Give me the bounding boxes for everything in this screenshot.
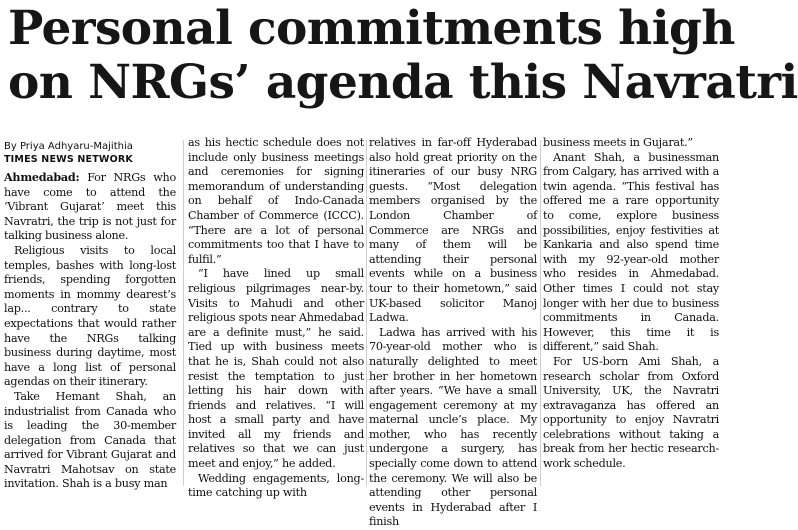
paragraph: Religious visits to local temples, bashes with long-lost friends, spending forgotten moments in mommy dearest’s lap... contrary to state expectations that would rather have the NRGs talking business during daytime, most have a long list of personal agendas on their itinerary.	[4, 243, 176, 389]
article-column-2	[188, 136, 364, 500]
headline-line-1: Personal commitments high	[8, 1, 735, 56]
paragraph: Anant Shah, a businessman from Calgary, has arrived with a twin agenda. “This festival has offered me a rare opportunity to come, explore business possibilities, enjoy festivities at Kankaria and also spend time with my 92-year-old mother who resides in Ahmedabad. Other times I could not stay longer with her due to business commitments in Canada. However, this time it is different,” said Shah.	[543, 150, 719, 354]
headline	[8, 1, 798, 110]
column-divider	[183, 140, 184, 486]
paragraph: For US-born Ami Shah, a research scholar from Oxford University, UK, the Navratri extravaganza has offered an opportunity to enjoy Navratri celebrations without taking a break from her hectic research-work schedule.	[543, 354, 719, 471]
paragraph: Ladwa has arrived with his 70-year-old mother who is naturally delighted to meet her brother in her hometown after years. “We have a small engagement ceremony at my maternal uncle’s place. My mother, who has recently undergone a surgery, has specially come down to attend the ceremony. We will also be attending other personal events in Hyderabad after I finish	[369, 325, 537, 529]
paragraph: business meets in Gujarat.”	[543, 136, 693, 149]
news-organization: TIMES NEWS NETWORK	[4, 154, 133, 165]
article-column-1	[4, 140, 176, 491]
paragraph: relatives in far-off Hyderabad also hold great priority on the itineraries of our busy NRG guests. “Most delegation members organised by the London Chamber of Commerce are NRGs and many of them will be attending their personal events while on a business tour to their hometown,” said UK-based solicitor Manoj Ladwa.	[369, 136, 537, 325]
paragraph: Wedding engagements, long-time catching up with	[188, 471, 364, 500]
paragraph: “I have lined up small religious pilgrimages near-by. Visits to Mahudi and other religious spots near Ahmedabad are a definite must,” he said. Tied up with business meets that he is, Shah could not also resist the temptation to just letting his hair down with friends and relatives. “I will host a small party and have invited all my friends and relatives so that we can just meet and enjoy,” he added.	[188, 267, 364, 471]
column-divider	[540, 140, 541, 486]
article-column-4	[543, 136, 719, 488]
headline-line-2: on NRGs’ agenda this Navratri	[8, 55, 798, 110]
byline: By Priya Adhyaru-Majithia	[4, 141, 133, 152]
paragraph: Take Hemant Shah, an industrialist from Canada who is leading the 30-member delegation from Canada that arrived for Vibrant Gujarat and Navratri Mahotsav on state invitation. Shah is a busy man	[4, 389, 176, 491]
column-divider	[366, 140, 367, 486]
article-column-3	[369, 136, 537, 529]
paragraph: as his hectic schedule does not include only business meetings and ceremonies for signing memorandum of understanding on behalf of Indo-Canada Chamber of Commerce (ICCC). “There are a lot of personal commitments too that I have to fulfil.”	[188, 136, 364, 266]
lead-text: For NRGs who have come to attend the ‘Vibrant Gujarat’ meet this Navratri, the trip is not just for talking business alone.	[4, 171, 176, 243]
lead-paragraph	[4, 170, 176, 244]
dateline: Ahmedabad:	[4, 170, 80, 184]
